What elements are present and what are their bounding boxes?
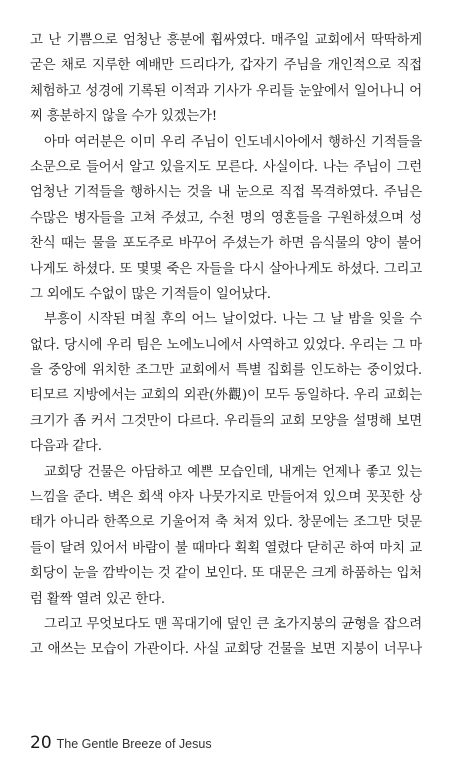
running-title: The Gentle Breeze of Jesus <box>56 737 212 751</box>
text-line: 을 중앙에 위치한 조그만 교회에서 특별 집회를 인도하는 중이었다. <box>30 363 422 379</box>
paragraph-2 <box>30 130 422 308</box>
text-line: 소문으로 들어서 알고 있을지도 모른다. 사실이다. 나는 주님이 그런 <box>30 159 422 175</box>
text-line: 고 난 기쁨으로 엄청난 흥분에 휩싸였다. 매주일 교회에서 딱딱하게 <box>30 33 422 48</box>
text-line: 티모르 지방에서는 교회의 외관(外觀)이 모두 동일하다. 우리 교회는 <box>30 388 422 404</box>
text-line: 찌 흥분하지 않을 수가 있겠는가! <box>30 109 217 125</box>
text-line: 부흥이 시작된 며칠 후의 어느 날이었다. 나는 그 날 밤을 잊을 수 <box>44 312 422 328</box>
text-line: 들이 달려 있어서 바람이 불 때마다 획획 열렸다 닫히곤 하여 마치 교 <box>30 540 422 556</box>
text-line: 엄청난 기적들을 행하시는 것을 내 눈으로 직접 목격하였다. 주님은 <box>30 185 422 201</box>
page-number: 20 <box>30 733 52 753</box>
text-line: 수많은 병자들을 고쳐 주셨고, 수천 명의 영혼들을 구원하셨으며 성 <box>30 210 422 226</box>
paragraph-4 <box>30 460 422 612</box>
text-line: 고 애쓰는 모습이 가관이다. 사실 교회당 건물을 보면 지붕이 너무나 <box>30 642 422 658</box>
page-footer <box>30 733 212 757</box>
text-line: 굳은 채로 지루한 예배만 드리다가, 갑자기 주님을 개인적으로 직접 <box>30 58 422 74</box>
paragraph-5 <box>30 612 422 663</box>
text-line: 태가 아니라 한쪽으로 기울어져 축 처져 있다. 창문에는 조그만 덧문 <box>30 515 422 531</box>
text-line: 찬식 때는 물을 포도주로 바꾸어 주셨는가 하면 음식물의 양이 불어 <box>30 236 422 252</box>
text-line: 그리고 무엇보다도 맨 꼭대기에 덮인 큰 초가지붕의 균형을 잡으려 <box>44 616 422 632</box>
text-line: 아마 여러분은 이미 우리 주님이 인도네시아에서 행하신 기적들을 <box>44 134 422 150</box>
text-line: 다음과 같다. <box>30 439 102 455</box>
text-line: 크기가 좀 커서 그것만이 다르다. 우리들의 교회 모양을 설명해 보면 <box>30 413 422 429</box>
text-line: 나게도 하셨다. 또 몇몇 죽은 자들을 다시 살아나게도 하셨다. 그리고 <box>30 261 422 277</box>
text-line: 느낌을 준다. 벽은 회색 야자 나뭇가지로 만들어져 있으며 꼿꼿한 상 <box>30 490 422 506</box>
text-line: 없다. 당시에 우리 팀은 노에노니에서 사역하고 있었다. 우리는 그 마 <box>30 337 422 353</box>
text-line: 회당이 눈을 깜박이는 것 같이 보인다. 또 대문은 크게 하품하는 입처 <box>30 566 422 582</box>
text-line: 체험하고 성경에 기록된 이적과 기사가 우리들 눈앞에서 일어나니 어 <box>30 83 422 99</box>
text-line: 럼 활짝 열려 있곤 한다. <box>30 591 165 607</box>
text-line: 교회당 건물은 아담하고 예쁜 모습인데, 내게는 언제나 좋고 있는 <box>44 464 422 480</box>
paragraph-3 <box>30 307 422 459</box>
paragraph-1 <box>30 28 422 130</box>
body-text <box>30 28 422 663</box>
text-line: 그 외에도 수없이 많은 기적들이 일어났다. <box>30 286 271 302</box>
